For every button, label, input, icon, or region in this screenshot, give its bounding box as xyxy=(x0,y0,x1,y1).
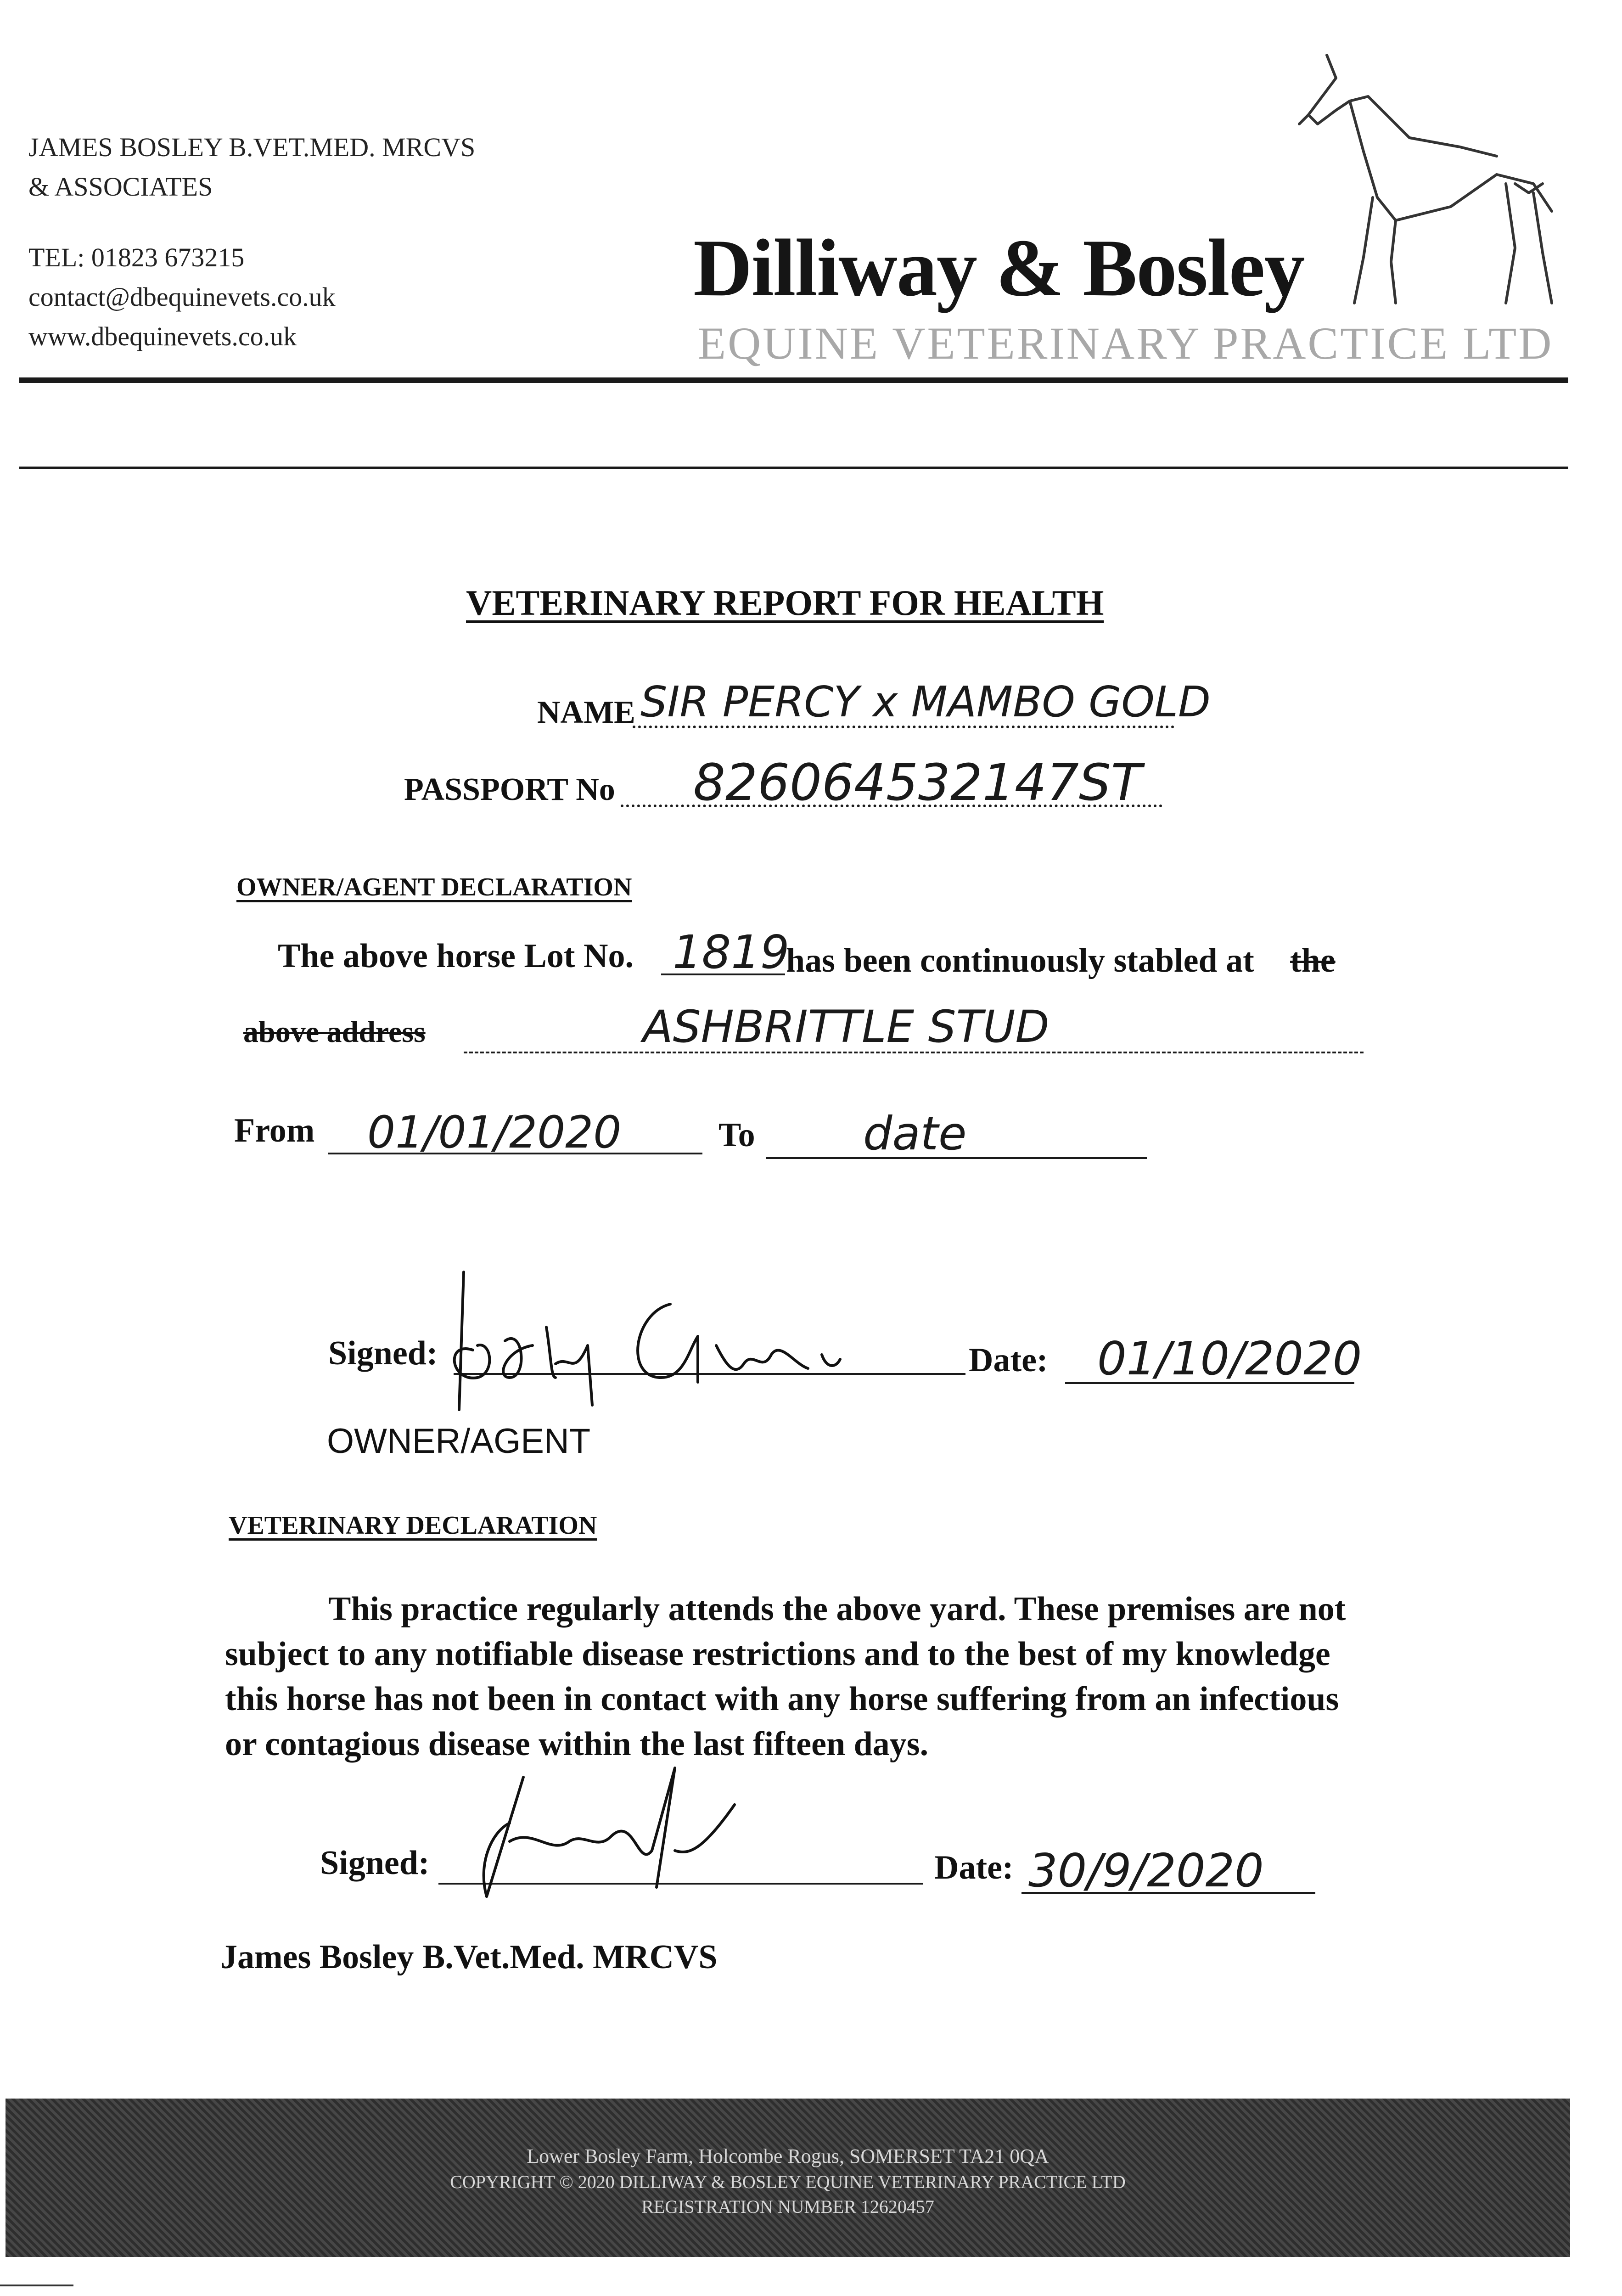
vet-declaration-text: This practice regularly attends the above yard. These premises are not subject to any notifiable disease restrictions and to the best of my knowledge this horse has not been in contact with any horse suffering from an infectious or contagious disease within the last fifteen days. xyxy=(225,1590,1346,1763)
brand-name: Dilliway & Bosley xyxy=(693,222,1304,313)
lot-sentence-start: The above horse Lot No. xyxy=(278,937,634,975)
footer-address: Lower Bosley Farm, Holcombe Rogus, SOMERSET TA21 0QA xyxy=(527,2145,1049,2167)
website-address: www.dbequinevets.co.uk xyxy=(28,321,297,351)
owner-declaration-heading: OWNER/AGENT DECLARATION xyxy=(236,873,632,901)
footer-band xyxy=(6,2099,1570,2257)
owner-signed-label: Signed: xyxy=(328,1334,438,1372)
name-field[interactable]: SIR PERCY x MAMBO GOLD xyxy=(640,677,1211,726)
address-field[interactable]: ASHBRITTLE STUD xyxy=(643,1001,1050,1052)
brand-subtitle: EQUINE VETERINARY PRACTICE LTD xyxy=(698,318,1554,369)
name-label: NAME xyxy=(537,695,635,730)
passport-label: PASSPORT No xyxy=(404,772,615,807)
footer-registration: REGISTRATION NUMBER 12620457 xyxy=(641,2196,934,2217)
struck-address-label: above address xyxy=(243,1015,426,1049)
practitioner-associates: & ASSOCIATES xyxy=(28,172,213,202)
page-corner-mark xyxy=(0,2285,73,2286)
lot-sentence-end: has been continuously stabled at xyxy=(786,942,1254,979)
vet-signatory-name: James Bosley B.Vet.Med. MRCVS xyxy=(220,1938,718,1976)
struck-word: the xyxy=(1290,942,1336,979)
from-label: From xyxy=(234,1112,315,1149)
vet-signed-label: Signed: xyxy=(320,1844,430,1882)
vet-date-field[interactable]: 30/9/2020 xyxy=(1028,1844,1264,1897)
to-field[interactable]: date xyxy=(863,1107,967,1160)
owner-date-field[interactable]: 01/10/2020 xyxy=(1097,1332,1362,1385)
owner-date-label: Date: xyxy=(969,1341,1048,1379)
lot-number-field[interactable]: 1819 xyxy=(673,925,790,979)
horse-icon xyxy=(1258,46,1570,321)
header-rule-thick xyxy=(19,377,1568,383)
telephone: TEL: 01823 673215 xyxy=(28,242,245,272)
footer-copyright: COPYRIGHT © 2020 DILLIWAY & BOSLEY EQUINE VETERINARY PRACTICE LTD xyxy=(450,2172,1126,2192)
page-title: VETERINARY REPORT FOR HEALTH xyxy=(466,583,1104,623)
to-label: To xyxy=(718,1116,755,1154)
vet-date-label: Date: xyxy=(934,1849,1014,1886)
email-address: contact@dbequinevets.co.uk xyxy=(28,282,336,312)
vet-signature[interactable] xyxy=(459,1759,744,1906)
header-rule-thin xyxy=(19,467,1568,469)
from-field[interactable]: 01/01/2020 xyxy=(367,1107,622,1158)
passport-field[interactable]: 826064532147ST xyxy=(693,753,1142,812)
practitioner-block xyxy=(28,128,475,356)
practitioner-name: JAMES BOSLEY B.VET.MED. MRCVS xyxy=(28,132,476,162)
vet-declaration-heading: VETERINARY DECLARATION xyxy=(229,1511,597,1540)
owner-role-label: OWNER/AGENT xyxy=(327,1422,591,1461)
owner-signature[interactable] xyxy=(441,1272,900,1410)
